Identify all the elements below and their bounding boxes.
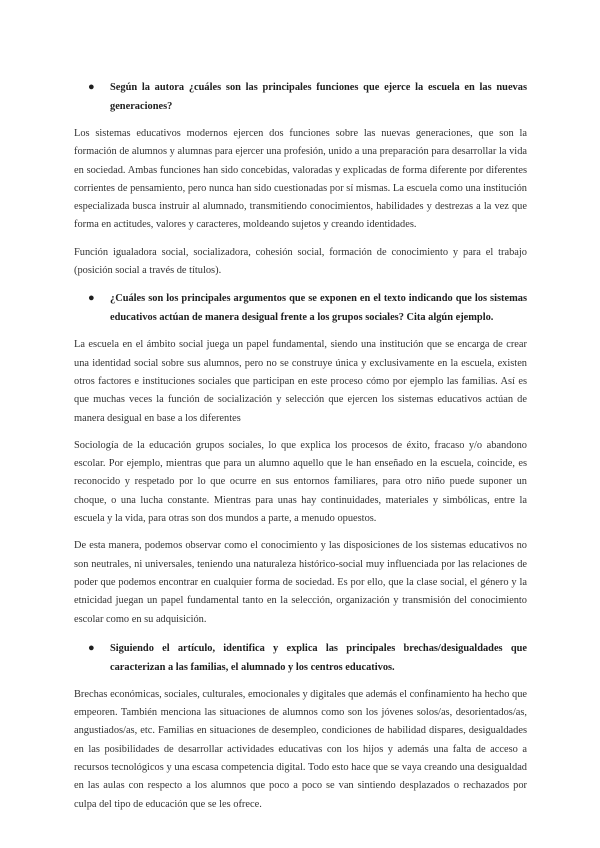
question-3-text: Siguiendo el artículo, identifica y explica las principales brechas/desigualdades que caracterizan a las familias, el alumnado y los centros educativos. [110, 642, 527, 673]
document-body [74, 78, 527, 814]
answer-2-paragraph-1: La escuela en el ámbito social juega un papel fundamental, siendo una institución que se encarga de crear una identidad social sobre sus alumnos, pero no se construye única y exclusivamente en la escuela, existen otros factores e instituciones sociales que participan en este proceso cómo por ejemplo las familias. Así es que muchas veces la función de socialización y selección que ejercen los sistemas educativos actúan de manera desigual en base a los diferentes [74, 339, 527, 424]
question-1 [74, 78, 527, 116]
bullet-icon: ● [88, 641, 95, 654]
answer-1-paragraph-2: Función igualadora social, socializadora, cohesión social, formación de conocimiento y para el trabajo (posición social a través de títulos). [74, 246, 527, 277]
question-2 [74, 289, 527, 327]
bullet-icon: ● [88, 81, 95, 93]
answer-1-paragraph-1: Los sistemas educativos modernos ejercen dos funciones sobre las nuevas generaciones, que son la formación de alumnos y alumnas para ejercer una profesión, unido a una preparación para desarrollar la vida en sociedad. Ambas funciones han sido concebidas, valoradas y explicadas de forma diferente por diferentes corrientes de pensamiento, pero nunca han sido cuestionadas por sí mismas. La escuela como una institución especializada busca instruir al alumnado, transmitiendo conocimientos, habilidades y destrezas a la vez que forma en actitudes, valores y caracteres, moldeando sujetos y creando identidades. [74, 128, 527, 231]
question-1-text: Según la autora ¿cuáles son las principales funciones que ejerce la escuela en las nuevas generaciones? [110, 82, 527, 112]
question-2-text: ¿Cuáles son los principales argumentos que se exponen en el texto indicando que los sistemas educativos actúan de manera desigual frente a los grupos sociales? Cita algún ejemplo. [110, 293, 527, 324]
answer-2-paragraph-3: De esta manera, podemos observar como el conocimiento y las disposiciones de los sistemas educativos no son neutrales, ni universales, teniendo una naturaleza histórico-social muy influenciada por las relaciones de poder que podemos encontrar en cualquier forma de sociedad. Es por ello, que la clase social, el género y la etnicidad juegan un papel fundamental tanto en la selección, organización y transmisión del conocimiento escolar como en su adquisición. [74, 540, 527, 625]
answer-3-paragraph-1: Brechas económicas, sociales, culturales, emocionales y digitales que además el confinamiento ha hecho que empeoren. También menciona las situaciones de alumnos como son los jóvenes solos/as, desorientados/as, angustiados/as, etc. Familias en situaciones de desempleo, condiciones de habilidad dispares, desigualdades en las posibilidades de desarrollar actividades educativas con los hijos y además una falta de acceso a recursos tecnológicos y una escasa competencia digital. Todo esto hace que se vaya creando una desigualdad en las aulas con respecto a los alumnos que poco a poco se van sintiendo desplazados o rechazados por culpa del tipo de educación que se les ofrece. [74, 688, 527, 810]
question-3 [74, 639, 527, 677]
bullet-icon: ● [88, 292, 95, 305]
answer-2-paragraph-2: Sociología de la educación grupos sociales, lo que explica los procesos de éxito, fracaso y/o abandono escolar. Por ejemplo, mientras que para un alumno aquello que le han enseñado en la escuela, coincide, es reconocido y respetado por lo que ocurre en sus entornos familiares, para otro niño puede suponer un choque, o una lucha constante. Mientras para unas hay continuidades, materiales y simbólicas, entre la escuela y la vida, para otras son dos mundos a parte, a menudo opuestos. [74, 439, 527, 525]
